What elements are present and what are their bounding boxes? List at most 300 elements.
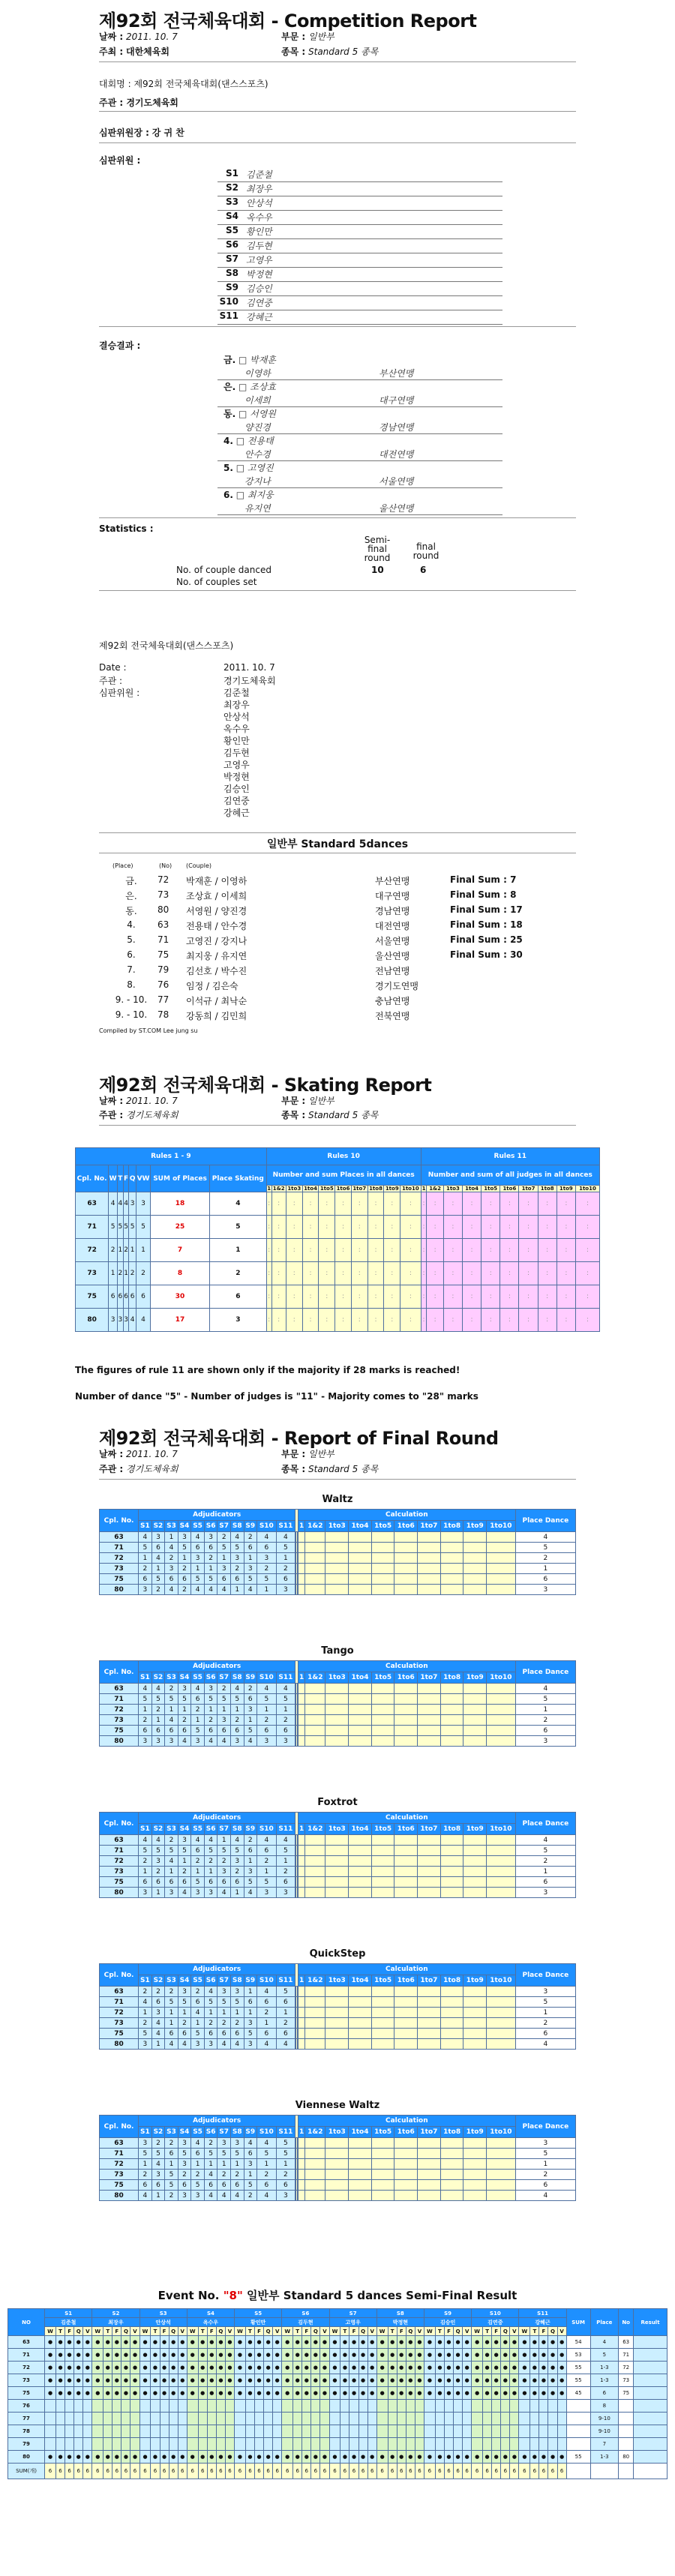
dance-name: Foxtrot [317,1797,358,1808]
judge-mark: 4 [165,1585,178,1595]
judge-mark: 1 [178,1856,191,1867]
calc-cell [487,1543,516,1553]
mark-cell: ● [501,2362,510,2374]
summary-no: 63 [158,919,170,930]
rule10-cell: : [266,1285,272,1309]
mark-cell: ● [254,2362,263,2374]
calc-cell [326,1574,349,1585]
cpl-no: 72 [100,2159,139,2170]
judge-name-header: 김승인 [424,2318,471,2327]
sum-of-places: 8 [151,1262,210,1285]
judge-header: S8 [376,2309,424,2318]
rule11-cell: : [427,1262,443,1285]
judge-name-header: 옥수우 [187,2318,234,2327]
mark-cell: ● [273,2374,282,2387]
judge-row [218,196,502,211]
dance-letter: T [530,2327,539,2336]
judge-mark: 2 [165,2138,178,2149]
stat-row-danced: No. of couple danced [176,565,272,575]
rule10-cell: : [319,1309,335,1332]
judge-col-header: S1 [139,1824,152,1835]
dance-letter: V [83,2327,92,2336]
judge-mark: 1 [165,2159,178,2170]
calc-cell [418,1835,441,1846]
dance-place: 5 [123,1216,129,1239]
mark-cell: ● [424,2387,435,2400]
calc-cell [464,1553,487,1564]
mark-cell: ● [557,2336,566,2349]
place-skating: 6 [209,1285,266,1309]
mark-cell: ● [198,2387,207,2400]
rule11-cell: : [443,1216,462,1239]
judge-mark: 3 [257,1553,277,1564]
place-dance: 3 [515,1736,575,1747]
rule11-cell: : [538,1309,556,1332]
rule11-cell: : [538,1262,556,1285]
calc-cell [371,1987,394,1997]
mark-cell [415,2425,424,2438]
judge-col-header: S1 [139,1975,152,1987]
mark-cell [472,2425,483,2438]
mark-cell: ● [273,2451,282,2464]
dance-place: 4 [109,1192,118,1216]
mark-cell: ● [216,2374,225,2387]
judge-mark: 2 [204,1715,218,1726]
mark-cell [463,2425,472,2438]
dance-letter: V [178,2327,187,2336]
judge-mark: 6 [276,2180,296,2191]
judge-mark: 5 [276,2138,296,2149]
judge-row [218,168,502,182]
final-round-title: 제92회 전국체육대회 - Report of Final Round [99,1428,499,1449]
judge-name: 김승인 [246,283,272,294]
judge-mark: 4 [230,1532,244,1543]
mark-cell: ● [530,2336,539,2349]
judge-mark: 4 [139,1997,152,2008]
mark-cell [112,2425,122,2438]
calc-cell [418,1705,441,1715]
judge-mark: 1 [178,1705,191,1715]
calc-col-header: 1to3 [326,1975,349,1987]
judge-mark: 3 [178,2159,191,2170]
judge-mark: 2 [152,1867,165,1877]
rules-11-header: Rules 11 [421,1148,599,1165]
judge-mark: 4 [276,2039,296,2050]
dance-name: Waltz [322,1494,353,1505]
calc-cell [418,1543,441,1553]
calc-cell [394,1846,418,1856]
mark-cell: ● [45,2374,56,2387]
summary-judge: 박정현 [224,772,250,782]
judge-mark: 4 [244,1888,257,1898]
calc-cell [440,1715,464,1726]
result-place-and-leader [224,353,276,366]
judge-mark: 4 [139,2191,152,2201]
judge-mark: 4 [257,1835,277,1846]
mark-cell: ● [122,2374,130,2387]
judge-mark: 5 [165,1694,178,1705]
judge-mark: 5 [204,1997,218,2008]
table-row [8,2336,668,2349]
calc-cell [418,2149,441,2159]
mark-cell: ● [104,2362,112,2374]
date-row: 날짜 : 2011. 10. 7 [99,1449,178,1459]
judge-mark: 2 [230,1867,244,1877]
judge-mark: 4 [230,2039,244,2050]
sum-cell: 6 [83,2464,92,2479]
adjudicators-header: Adjudicators [139,1661,296,1672]
calc-cell [394,1694,418,1705]
judge-col-header: S2 [152,2127,165,2138]
calc-cell [371,2018,394,2029]
mark-cell [178,2400,187,2413]
judge-mark: 2 [244,1532,257,1543]
sum-of-places: 17 [151,1309,210,1332]
judge-mark: 2 [191,1705,205,1715]
calc-cell [305,1997,326,2008]
mark-cell: ● [302,2374,311,2387]
summary-host-label: 주관 : [99,676,123,686]
row-no: 80 [8,2451,45,2464]
cpl-no: 72 [100,2008,139,2018]
mark-cell: ● [444,2451,453,2464]
judge-mark: 3 [152,1736,165,1747]
summary-couple: 조상효 / 이세희 [186,891,248,901]
judge-mark: 2 [257,1715,277,1726]
summary-no: 80 [158,904,170,915]
mark-cell [187,2400,198,2413]
mark-cell: ● [207,2349,216,2362]
calc-cell [487,1997,516,2008]
mark-cell: ● [311,2349,320,2362]
col-no-header: (No) [159,862,172,869]
calc-col-header: 1to4 [349,2127,372,2138]
judge-col-header: S7 [218,1521,231,1532]
rule11-cell: : [427,1285,443,1309]
cpl-no-header: Cpl. No. [100,2116,139,2138]
judge-mark: 5 [191,2029,205,2039]
dance-grid [99,1660,576,1747]
sum-cell: 6 [358,2464,368,2479]
sum-cell: 6 [557,2464,566,2479]
judge-mark: 1 [139,1553,152,1564]
calc-col-header: 1to8 [440,1824,464,1835]
dance-place: 4 [118,1192,124,1216]
sum-cell: 6 [198,2464,207,2479]
mark-cell [245,2400,254,2413]
calc-cell [371,2170,394,2180]
table-row [100,1987,576,1997]
calc-cell [349,1715,372,1726]
place-dance: 6 [515,1877,575,1888]
calc-col-header: 1&2 [305,2127,326,2138]
cpl-no: 80 [100,1736,139,1747]
judge-col-header: S6 [204,1521,218,1532]
cpl-no: 63 [100,1532,139,1543]
judge-mark: 4 [204,2170,218,2180]
dance-place: 3 [109,1309,118,1332]
calc-cell [418,2018,441,2029]
rule10-place-col: 1to6 [336,1186,350,1192]
judge-mark: 5 [257,1574,277,1585]
judge-mark: 6 [152,1726,165,1736]
calc-cell [371,1888,394,1898]
mark-cell: ● [178,2362,187,2374]
mark-cell [151,2438,160,2451]
mark-cell [178,2438,187,2451]
mark-cell: ● [65,2374,74,2387]
place-dance: 1 [515,2159,575,2170]
judge-mark: 5 [139,2029,152,2039]
calc-cell [371,2191,394,2201]
calc-cell [371,1553,394,1564]
mark-cell [264,2400,273,2413]
place-dance: 1 [515,1867,575,1877]
mark-cell: ● [510,2374,519,2387]
rule11-cell: : [575,1309,599,1332]
calc-cell [464,2191,487,2201]
mark-cell: ● [435,2349,444,2362]
place-dance: 2 [515,1553,575,1564]
rule10-cell: : [272,1192,286,1216]
mark-cell [151,2425,160,2438]
dance-letter: Q [501,2327,510,2336]
mark-cell: ● [492,2387,501,2400]
calc-cell [298,2170,304,2180]
calc-cell [487,2029,516,2039]
dance-letter: W [187,2327,198,2336]
rule10-cell: : [335,1262,352,1285]
judge-col-header: S11 [276,1521,296,1532]
table-row [100,1846,576,1856]
row-no2: 80 [619,2451,634,2464]
judge-mark: 5 [204,1846,218,1856]
mark-cell: ● [140,2451,151,2464]
mark-cell [198,2425,207,2438]
judge-mark: 6 [257,2029,277,2039]
table-row [100,1585,576,1595]
calc-col-header: 1to9 [464,1521,487,1532]
mark-cell: ● [207,2374,216,2387]
mark-cell [293,2425,302,2438]
judge-mark: 6 [165,1574,178,1585]
judge-mark: 3 [191,1553,205,1564]
judge-name: 박정현 [246,269,272,280]
dance-letter: T [483,2327,492,2336]
summary-final-sum: Final Sum : 18 [450,919,523,930]
place-dance-header: Place Dance [515,2116,575,2138]
mark-cell: ● [435,2336,444,2349]
rule11-cell: : [482,1309,500,1332]
mark-cell: ● [74,2374,83,2387]
calc-cell [371,1877,394,1888]
mark-cell: ● [104,2387,112,2400]
mark-cell [56,2438,64,2451]
judge-mark: 4 [191,1684,205,1694]
judge-mark: 5 [276,1694,296,1705]
table-row [100,2018,576,2029]
mark-cell: ● [104,2374,112,2387]
judge-mark: 1 [257,2159,277,2170]
judge-mark: 3 [276,1585,296,1595]
mark-cell: ● [492,2362,501,2374]
judge-mark: 1 [244,1553,257,1564]
dance-letter: Q [406,2327,415,2336]
rule10-cell: : [286,1262,302,1285]
calc-cell [418,1867,441,1877]
dance-letter: F [444,2327,453,2336]
table-row [100,1705,576,1715]
judge-header: S6 [282,2309,329,2318]
summary-no: 77 [158,994,170,1005]
mark-cell [397,2413,406,2425]
summary-team: 대전연맹 [375,921,410,931]
judge-mark: 2 [178,1585,191,1595]
mark-cell [472,2413,483,2425]
mark-cell: ● [311,2374,320,2387]
cpl-no: 73 [100,2170,139,2180]
host-row: 주관 : 경기도체육회 [99,1110,178,1120]
judge-mark: 2 [244,1835,257,1846]
calc-cell [487,2159,516,2170]
calc-cell [394,2180,418,2191]
judge-mark: 5 [218,1997,231,2008]
calc-cell [464,2029,487,2039]
sum-cell: 6 [539,2464,548,2479]
calc-cell [487,1585,516,1595]
date-row: 날짜 : 2011. 10. 7 [99,1096,178,1106]
judge-col-header: S6 [204,1672,218,1684]
mark-cell [92,2438,104,2451]
mark-cell: ● [45,2349,56,2362]
rule10-cell: : [286,1285,302,1309]
sum-cell: 6 [151,2464,160,2479]
judge-mark: 4 [218,2039,231,2050]
dance-letter: F [254,2327,263,2336]
judge-mark: 1 [218,1553,231,1564]
mark-cell: ● [397,2387,406,2400]
place-dance: 4 [515,1835,575,1846]
judge-mark: 1 [165,2008,178,2018]
dance-letter: W [472,2327,483,2336]
row-no2: 75 [619,2387,634,2400]
calc-cell [349,1888,372,1898]
mark-cell [216,2438,225,2451]
calc-cell [464,1532,487,1543]
table-row [100,1532,576,1543]
calc-cell [371,1705,394,1715]
judge-col-header: S9 [244,1975,257,1987]
judge-mark: 4 [152,1684,165,1694]
judge-mark: 3 [257,1888,277,1898]
rules-1-9-header: Rules 1 - 9 [76,1148,267,1165]
place-dance: 4 [515,1684,575,1694]
judge-mark: 6 [204,1877,218,1888]
judge-mark: 3 [139,2039,152,2050]
mark-cell: ● [225,2387,234,2400]
mark-cell: ● [92,2387,104,2400]
mark-cell: ● [282,2374,293,2387]
rule11-place-col: 1to8 [538,1186,556,1192]
place-dance-header: Place Dance [515,1661,575,1684]
mark-cell: ● [510,2349,519,2362]
judge-mark: 6 [218,2029,231,2039]
calc-cell [394,2191,418,2201]
calc-cell [371,2138,394,2149]
judge-code: S9 [226,282,238,292]
calc-cell [298,2159,304,2170]
judge-mark: 5 [230,1694,244,1705]
mark-cell: ● [435,2451,444,2464]
calc-col-header: 1to4 [349,1521,372,1532]
mark-cell [92,2400,104,2413]
calc-cell [298,1726,304,1736]
judge-mark: 5 [191,1574,205,1585]
judge-mark: 1 [257,1867,277,1877]
judge-mark: 2 [178,1715,191,1726]
mark-cell: ● [65,2336,74,2349]
mark-cell: ● [501,2387,510,2400]
mark-cell [225,2400,234,2413]
calc-cell [487,1705,516,1715]
mark-cell: ● [368,2362,376,2374]
event-row: 종목 : Standard 5 종목 [281,1110,379,1120]
rule10-cell: : [266,1239,272,1262]
row-place: 9-10 [590,2425,619,2438]
mark-cell: ● [216,2451,225,2464]
judge-mark: 6 [230,1574,244,1585]
mark-cell: ● [74,2387,83,2400]
sum-cell: 6 [254,2464,263,2479]
compiled-by: Compiled by ST.COM Lee jung su [99,1027,198,1034]
summary-place: 금. [125,876,137,886]
table-row [76,1285,600,1309]
summary-team: 경기도연맹 [375,981,418,991]
rule10-cell: : [319,1192,335,1216]
judge-code: S4 [226,211,238,221]
calc-cell [440,2149,464,2159]
mark-cell [368,2413,376,2425]
rule10-cell: : [335,1216,352,1239]
dance-letter: Q [548,2327,557,2336]
summary-couple: 전용태 / 안수경 [186,921,248,931]
mark-cell [501,2413,510,2425]
mark-cell: ● [245,2451,254,2464]
judge-mark: 2 [276,2018,296,2029]
mark-cell [368,2400,376,2413]
mark-cell: ● [530,2362,539,2374]
cpl-no: 71 [76,1216,109,1239]
judge-col-header: S11 [276,1672,296,1684]
mark-cell: ● [388,2349,397,2362]
table-row [100,1543,576,1553]
sum-cell: 6 [530,2464,539,2479]
judge-mark: 4 [165,1543,178,1553]
cpl-no-header: Cpl. No. [100,1964,139,1987]
rule11-cell: : [463,1285,482,1309]
mark-cell [187,2413,198,2425]
mark-cell [112,2413,122,2425]
judge-col-header: S3 [165,1975,178,1987]
judge-mark: 3 [244,1867,257,1877]
mark-cell: ● [235,2374,246,2387]
mark-cell: ● [216,2362,225,2374]
mark-cell [65,2425,74,2438]
calc-cell [487,1564,516,1574]
judge-mark: 1 [152,2039,165,2050]
result-place: 금. [224,355,236,365]
dance-letter: Q [169,2327,178,2336]
